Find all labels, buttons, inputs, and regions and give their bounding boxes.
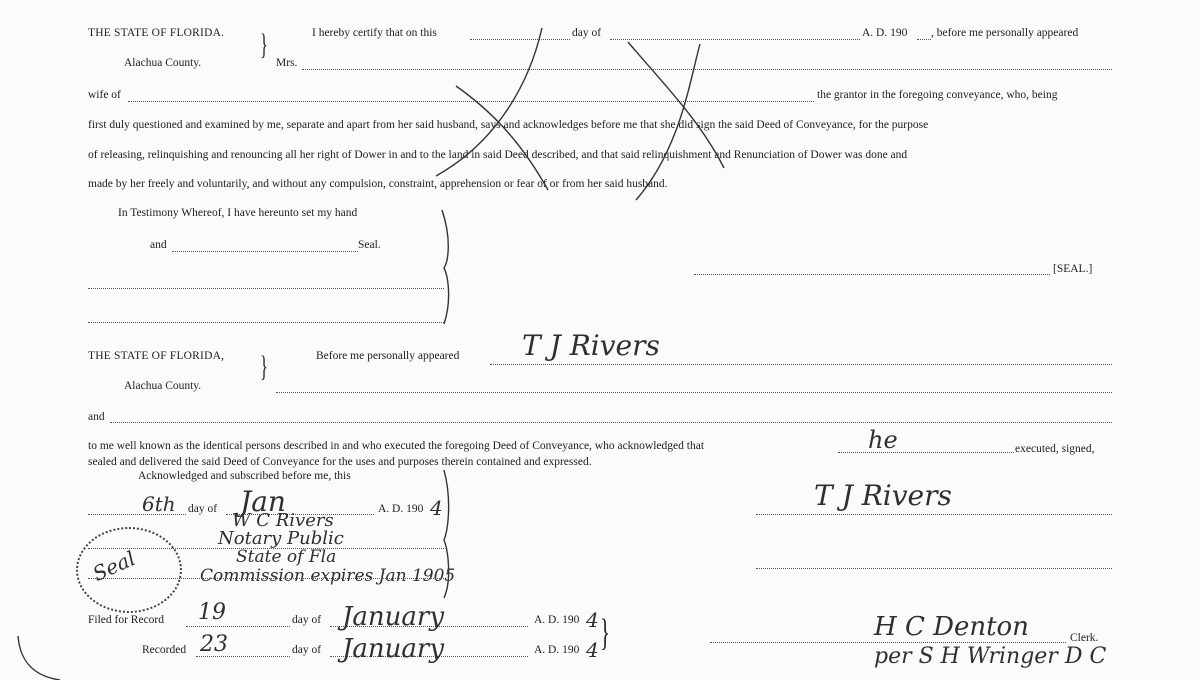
appeared-text: , before me personally appeared (931, 27, 1079, 39)
seal-label: Seal. (358, 239, 381, 251)
filed-day-of: day of (292, 614, 322, 626)
cross-stroke-2 (436, 28, 542, 176)
recorded-ad-year: A. D. 190 (534, 644, 580, 656)
filed-ad-year: A. D. 190 (534, 614, 580, 626)
brace-mark-1 (442, 210, 449, 324)
county-2: Alachua County. (124, 380, 202, 392)
notary-line-4: Commission expires Jan 1905 (200, 566, 456, 586)
grantor-text: the grantor in the foregoing conveyance, who, being (817, 89, 1058, 101)
and-label-1: and (150, 239, 167, 251)
ad-190-1: A. D. 190 (862, 27, 908, 39)
state-heading-2: THE STATE OF FLORIDA, (88, 350, 225, 362)
ack-signature-handwritten: T J Rivers (814, 479, 952, 512)
day-of-1: day of (572, 27, 602, 39)
notary-line-3: State of Fla (236, 547, 337, 567)
filed-day-handwritten: 19 (198, 600, 226, 625)
wife-of-label: wife of (88, 89, 121, 101)
ack-year-digit: 4 (430, 496, 443, 520)
notary-line-1: W C Rivers (232, 510, 334, 531)
testimony-text: In Testimony Whereof, I have hereunto set my hand (118, 207, 358, 219)
subscribed-text: Acknowledged and subscribed before me, this (138, 470, 351, 482)
ack-month-handwritten: Jan (240, 485, 286, 518)
recorded-year-digit: 4 (586, 638, 599, 662)
body-line-3: made by her freely and voluntarily, and without any compulsion, constraint, apprehension or fear of or from her said husband. (88, 178, 668, 190)
pronoun-handwritten: he (868, 426, 898, 454)
before-me-text: Before me personally appeared (316, 350, 460, 362)
recorded-month-handwritten: January (342, 634, 445, 664)
brace-1: } (260, 28, 268, 61)
notary-seal-text: Seal (89, 546, 139, 586)
brace-2: } (260, 350, 268, 383)
ack-day-handwritten: 6th (142, 492, 176, 516)
known-text: to me well known as the identical persons described in and who executed the foregoing Deed of Conveyance, who acknowledged that (88, 440, 705, 452)
and-label-2: and (88, 411, 105, 423)
signer-handwritten: T J Rivers (522, 329, 660, 362)
filed-year-digit: 4 (586, 608, 599, 632)
page-edge-curve (18, 636, 60, 680)
cross-stroke-4 (636, 44, 700, 200)
notary-line-2: Notary Public (218, 528, 344, 549)
body-line-1: first duly questioned and examined by me, separate and apart from her said husband, says and acknowledges before me that she did sign the said Deed of Conveyance, for the purpose (88, 119, 929, 131)
filed-month-handwritten: January (342, 602, 445, 632)
clerk-label: Clerk. (1070, 632, 1099, 644)
deputy-signature: per S H Wringer D C (874, 644, 1107, 669)
county-1: Alachua County. (124, 57, 202, 69)
recorded-day-handwritten: 23 (200, 632, 228, 657)
body-line-2: of releasing, relinquishing and renouncing all her right of Dower in and to the land in said Deed described, and that said relinquishment and Renunciation of Dower was done and (88, 149, 908, 161)
ack-ad-year: A. D. 190 (378, 503, 424, 515)
filed-label: Filed for Record (88, 614, 165, 626)
ack-day-of: day of (188, 503, 218, 515)
clerk-signature: H C Denton (874, 612, 1029, 642)
executed-text: executed, signed, (1015, 443, 1095, 455)
cross-stroke-1 (456, 86, 548, 190)
mrs-label: Mrs. (276, 57, 298, 69)
brace-mark-2 (444, 470, 449, 598)
sealed-text: sealed and delivered the said Deed of Conveyance for the uses and purposes therein contained and expressed. (88, 456, 592, 468)
state-heading-1: THE STATE OF FLORIDA. (88, 27, 225, 39)
recorded-label: Recorded (142, 644, 187, 656)
cross-stroke-3 (628, 42, 724, 168)
recorded-day-of: day of (292, 644, 322, 656)
certify-text: I hereby certify that on this (312, 27, 437, 39)
seal-bracket: [SEAL.] (1053, 263, 1093, 275)
record-brace: } (600, 612, 611, 654)
